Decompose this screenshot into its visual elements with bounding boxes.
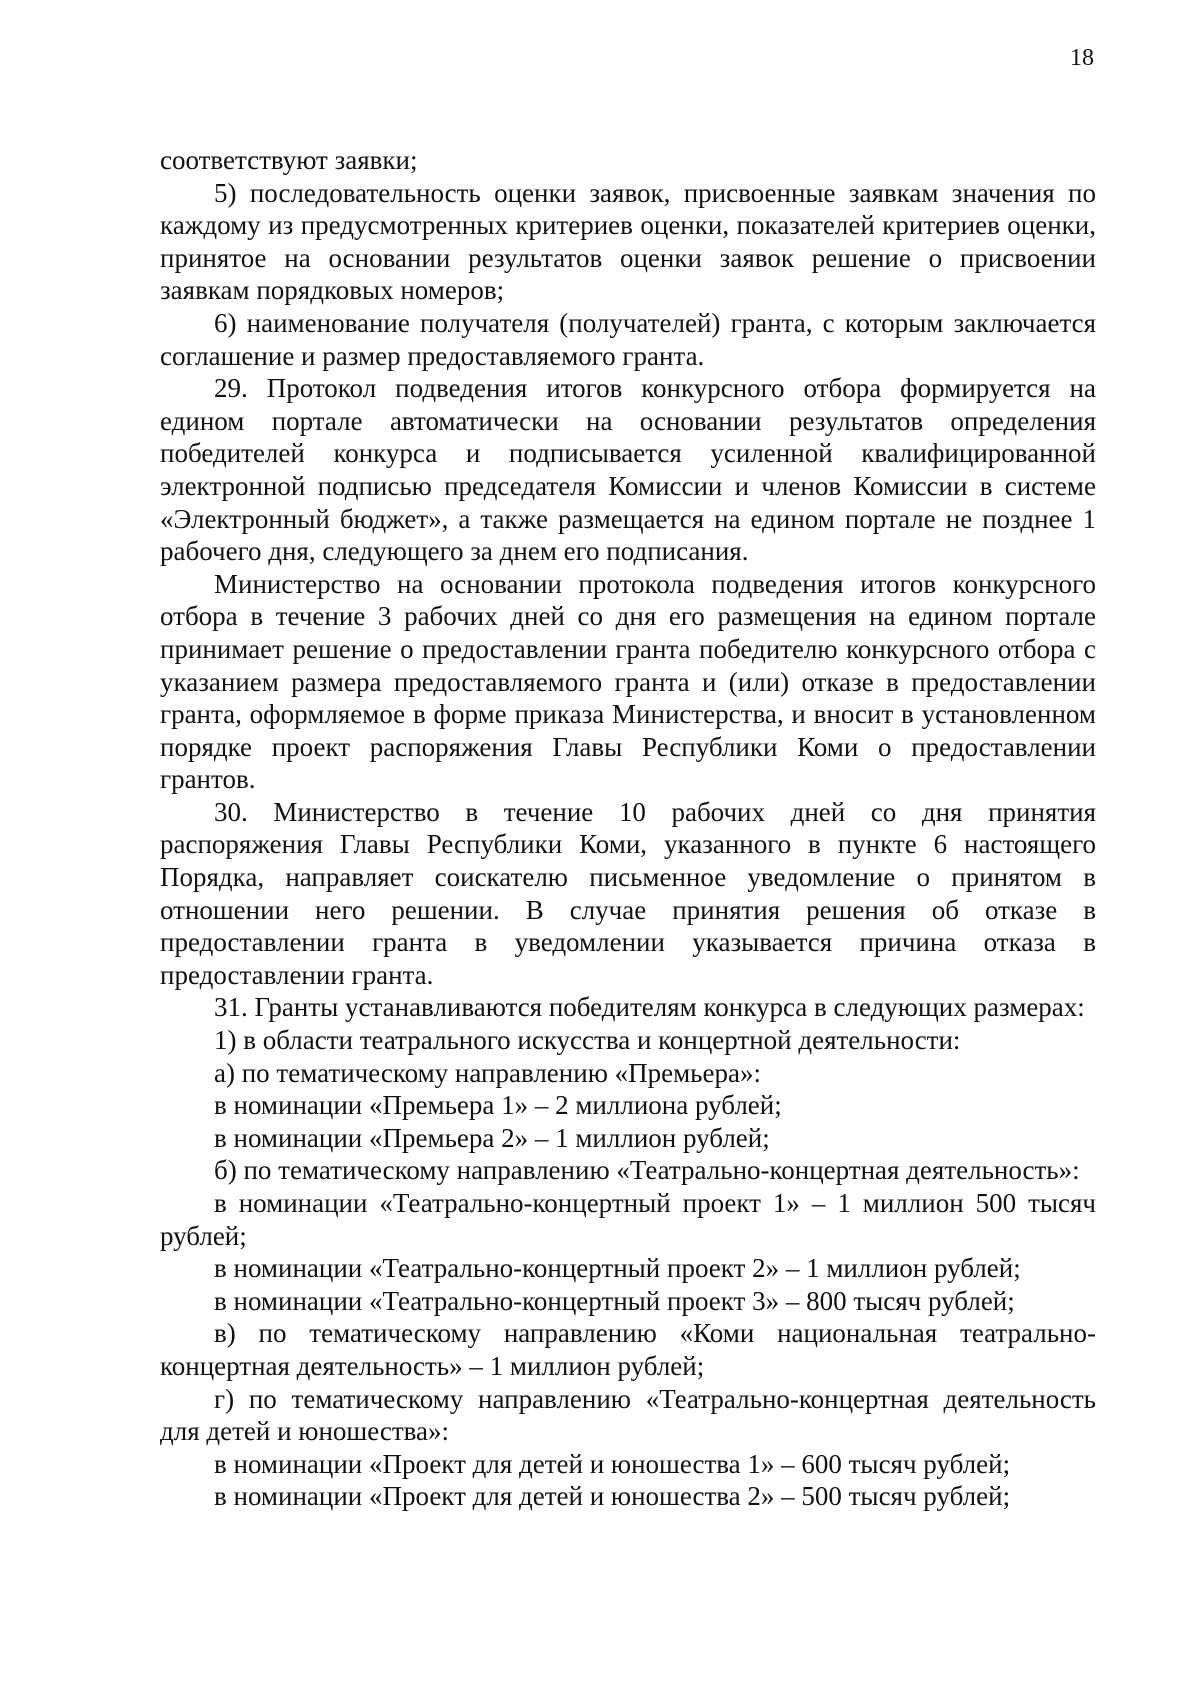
- paragraph: а) по тематическому направлению «Премьера»:: [214, 1057, 761, 1088]
- paragraph: в номинации «Проект для детей и юношества 2» – 500 тысяч рублей;: [214, 1481, 1011, 1512]
- paragraph: в) по тематическому направлению «Коми национальная театрально-концертная деятельность» – 1 миллион рублей;: [160, 1318, 1096, 1381]
- paragraph: 31. Гранты устанавливаются победителям конкурса в следующих размерах:: [214, 992, 1085, 1023]
- document-body: [160, 144, 1096, 1513]
- paragraph: 5) последовательность оценки заявок, присвоенные заявкам значения по каждому из предусмотренных критериев оценки, показателей критериев оценки, принятое на основании результатов оценки заявок решение о присвоении заявкам порядковых номеров;: [160, 177, 1096, 306]
- paragraph: б) по тематическому направлению «Театрально-концертная деятельность»:: [214, 1155, 1080, 1186]
- paragraph: Министерство на основании протокола подведения итогов конкурсного отбора в течение 3 рабочих дней со дня его размещения на едином портале принимает решение о предоставлении гранта победителю конкурсного отбора с указанием размера предоставляемого гранта и (или) отказе в предоставлении гранта, оформляемое в форме приказа Министерства, и вносит в установленном порядке проект распоряжения Главы Республики Коми о предоставлении грантов.: [160, 568, 1096, 795]
- paragraph: в номинации «Театрально-концертный проект 1» – 1 миллион 500 тысяч рублей;: [160, 1188, 1096, 1251]
- paragraph: в номинации «Премьера 2» – 1 миллион рублей;: [214, 1122, 770, 1153]
- paragraph: в номинации «Театрально-концертный проект 2» – 1 миллион рублей;: [214, 1253, 1021, 1284]
- page-number: 18: [1070, 45, 1094, 71]
- paragraph: 30. Министерство в течение 10 рабочих дней со дня принятия распоряжения Главы Республики Коми, указанного в пункте 6 настоящего Порядка, направляет соискателю письменное уведомление о принятом в отношении него решении. В случае принятия решения об отказе в предоставлении гранта в уведомлении указывается причина отказа в предоставлении гранта.: [160, 796, 1096, 990]
- paragraph: в номинации «Театрально-концертный проект 3» – 800 тысяч рублей;: [214, 1285, 1015, 1316]
- paragraph: в номинации «Премьера 1» – 2 миллиона рублей;: [214, 1090, 782, 1121]
- paragraph: 1) в области театрального искусства и концертной деятельности:: [214, 1025, 961, 1056]
- paragraph: г) по тематическому направлению «Театрально-концертная деятельность для детей и юношества»:: [160, 1383, 1096, 1447]
- paragraph: в номинации «Проект для детей и юношества 1» – 600 тысяч рублей;: [214, 1448, 1011, 1479]
- paragraph: 6) наименование получателя (получателей) гранта, с которым заключается соглашение и размер предоставляемого гранта.: [160, 307, 1096, 371]
- paragraph: 29. Протокол подведения итогов конкурсного отбора формируется на едином портале автоматически на основании результатов определения победителей конкурса и подписывается усиленной квалифицированной электронной подписью председателя Комиссии и членов Комиссии в системе «Электронный бюджет», а также размещается на едином портале не позднее 1 рабочего дня, следующего за днем его подписания.: [160, 373, 1096, 567]
- paragraph: соответствуют заявки;: [160, 145, 418, 175]
